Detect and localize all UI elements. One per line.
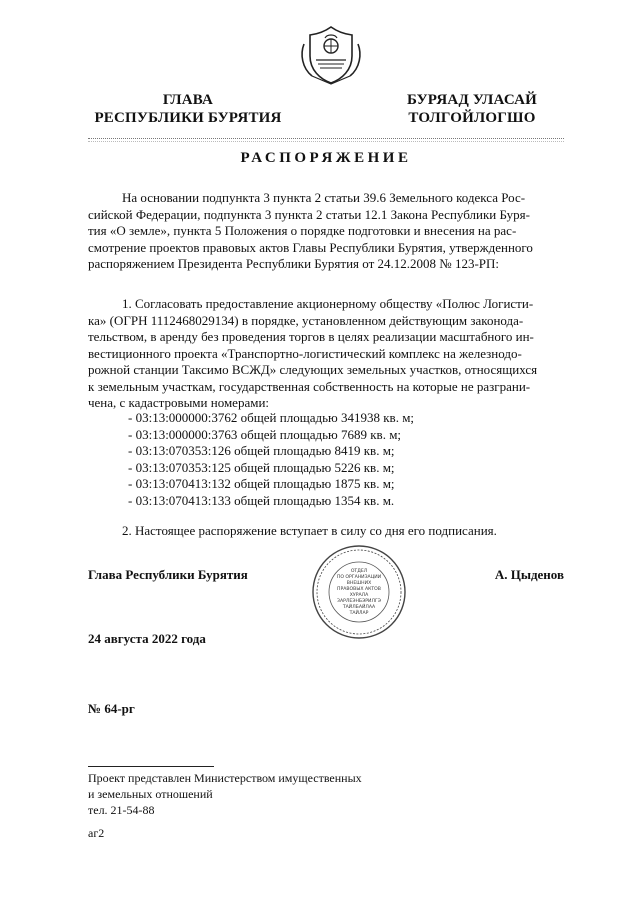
text-line: смотрение проектов правовых актов Главы Республики Бурятия, утвержденного	[88, 239, 533, 255]
text-line: тия «О земле», пункта 5 Положения о порядке подготовки и внесения на рас-	[88, 223, 517, 238]
header-left	[88, 91, 288, 127]
text-line: На основании подпункта 3 пункта 2 статьи 39.6 Земельного кодекса Рос-	[122, 190, 526, 205]
text-line: распоряжением Президента Республики Бурятия от 24.12.2008 № 123-РП:	[88, 256, 500, 271]
stamp-line: ВНЕШНИХ	[346, 581, 372, 586]
header-left-line2: РЕСПУБЛИКИ БУРЯТИЯ	[94, 110, 282, 126]
footnote-line: и земельных отношений	[88, 787, 213, 801]
text-line: к земельным участкам, государственная собственность на которые не разграни-	[88, 378, 531, 394]
stamp-line: ТАЙЛБАЙЛАА	[342, 605, 376, 610]
paragraph-basis	[88, 190, 564, 273]
executor-code: аг2	[88, 826, 105, 840]
footnote-line: Проект представлен Министерством имущественных	[88, 771, 362, 785]
text-line: тельством, в аренду без проведения торгов в целях реализации масштабного ин-	[88, 329, 534, 344]
text-line: ка» (ОГРН 1112468029134) в порядке, установленном действующим законода-	[88, 312, 524, 328]
text-line: вестиционного проекта «Транспортно-логистический комплекс на железнодо-	[88, 345, 522, 361]
list-item: - 03:13:000000:3763 общей площадью 7689 кв. м;	[128, 426, 402, 442]
text-line: рожной станции Таксимо ВСЖД» следующих земельных участков, относящихся	[88, 362, 538, 377]
parcel-list	[128, 410, 414, 509]
signatory-name: А. Цыденов	[494, 567, 564, 582]
stamp-line: ОТДЕЛ	[350, 569, 368, 574]
header-right-line2: ТОЛГОЙЛОГШО	[408, 110, 536, 126]
stamp-line: ПО ОРГАНИЗАЦИИ	[336, 575, 382, 580]
text-line: 1. Согласовать предоставление акционерному обществу «Полюс Логисти-	[122, 296, 534, 311]
stamp-line: ХУРАЛА	[349, 593, 369, 598]
paragraph-item-1	[88, 296, 564, 412]
text-line: сийской Федерации, подпункта 3 пункта 2 статьи 12.1 Закона Республики Буря-	[88, 206, 530, 222]
official-stamp-icon	[311, 544, 407, 640]
signatory-title: Глава Республики Бурятия	[88, 567, 248, 582]
list-item: - 03:13:000000:3762 общей площадью 341938 кв. м;	[128, 410, 415, 425]
paragraph-item-2: 2. Настоящее распоряжение вступает в силу со дня его подписания.	[122, 523, 497, 538]
header-separator-secondary	[88, 141, 564, 142]
footnote-line: тел. 21-54-88	[88, 803, 155, 817]
document-date: 24 августа 2022 года	[88, 631, 206, 646]
stamp-line: ПРАВОВЫХ АКТОВ	[337, 587, 381, 592]
stamp-line: ЗАРЛЕЭНБЭРИЛГЭ	[337, 599, 381, 604]
header-right	[384, 91, 560, 127]
list-item: - 03:13:070413:133 общей площадью 1354 кв. м.	[128, 492, 395, 508]
stamp-line: ТАЙЛАР	[349, 611, 369, 616]
coat-of-arms-icon	[296, 24, 366, 86]
header-right-line1: БУРЯАД УЛАСАЙ	[406, 92, 538, 108]
list-item: - 03:13:070413:132 общей площадью 1875 кв. м;	[128, 476, 395, 491]
list-item: - 03:13:070353:125 общей площадью 5226 кв. м;	[128, 459, 395, 475]
list-item: - 03:13:070353:126 общей площадью 8419 кв. м;	[128, 443, 395, 458]
document-title: РАСПОРЯЖЕНИЕ	[240, 150, 412, 166]
footnote-divider	[88, 766, 214, 767]
header-separator	[88, 138, 564, 139]
header-left-line1: ГЛАВА	[162, 92, 214, 108]
document-number: № 64-рг	[88, 701, 135, 716]
footnote	[88, 770, 362, 818]
text-line: чена, с кадастровыми номерами:	[88, 395, 270, 410]
